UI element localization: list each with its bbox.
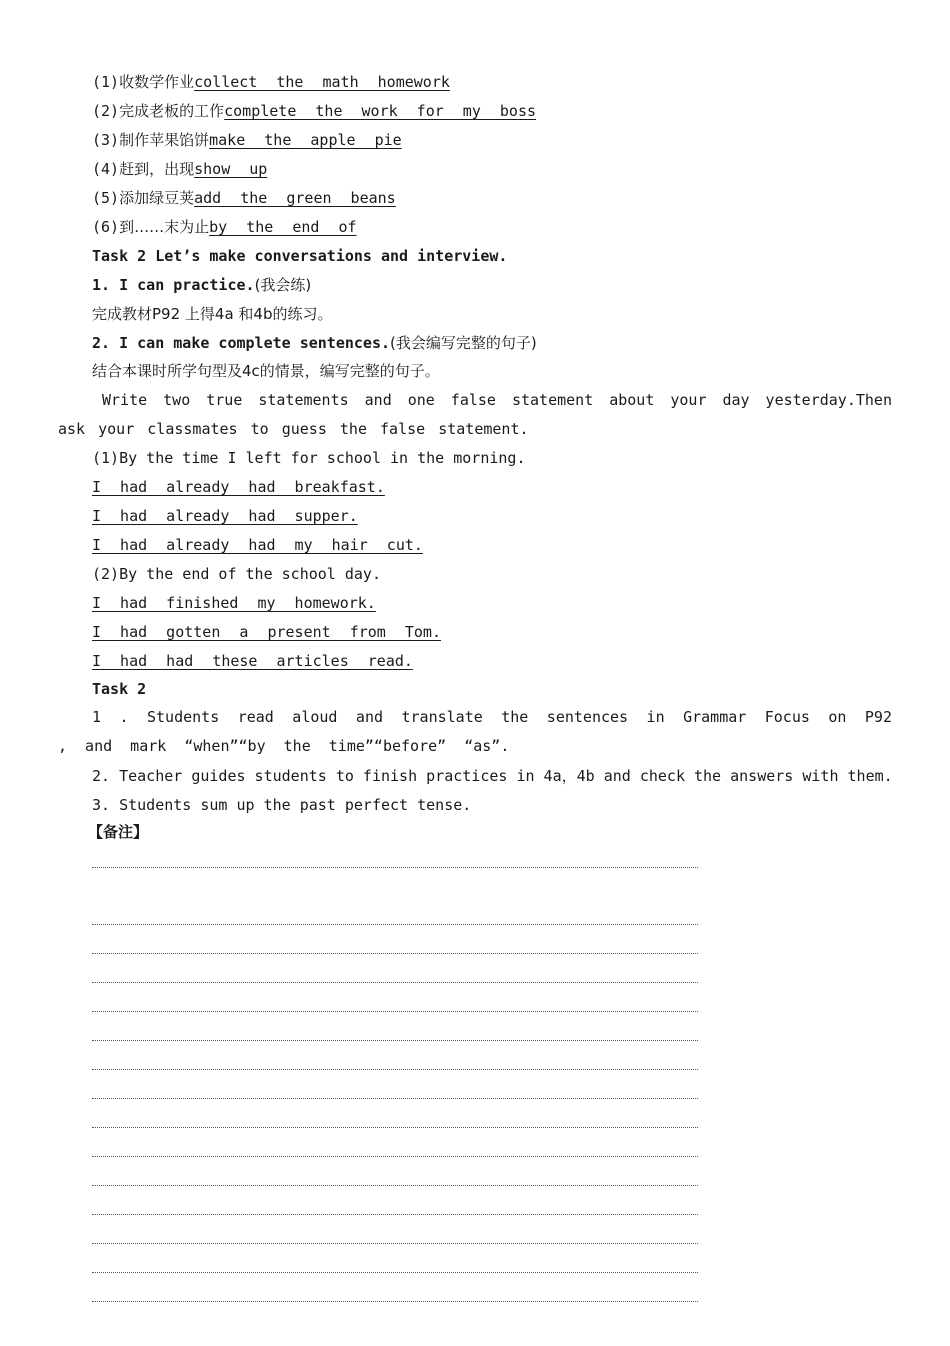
step-line: 3. Students sum up the past perfect tense. [92,796,472,814]
vocab-number: (3) [92,131,120,149]
task-item-title [92,275,311,295]
notes-writing-area[interactable] [92,867,698,1302]
vocab-chinese: 赶到，出现 [119,160,195,178]
vocab-chinese: 到……末为止 [119,218,210,236]
note-rule [92,1244,698,1273]
note-rule [92,1273,698,1302]
instruction-paragraph [58,386,892,444]
task-heading: Task 2 [92,680,147,698]
task-item-title [92,333,537,353]
answer-line: I had already had my hair cut. [92,536,423,554]
answer-line: I had already had breakfast. [92,478,385,496]
note-rule [92,896,698,925]
vocab-english: by the end of [209,218,357,236]
vocab-number: (6) [92,218,120,236]
note-rule [92,925,698,954]
vocab-item [92,159,267,179]
notes-label: 【备注】 [88,823,149,841]
answer-line: I had had these articles read. [92,652,413,670]
prompt: (1)By the time I left for school in the morning. [92,449,526,467]
answer-line: I had finished my homework. [92,594,376,612]
item-title: 2. I can make complete sentences. [92,334,391,352]
vocab-chinese: 制作苹果馅饼 [119,131,210,149]
vocab-item [92,72,450,92]
vocab-english: collect the math homework [194,73,450,91]
item-note: (我会编写完整的句子) [390,334,537,352]
note-rule [92,867,698,868]
note-rule [92,954,698,983]
note-rule [92,1012,698,1041]
note-rule [92,1128,698,1157]
vocab-item [92,101,536,121]
step-line: 2. Teacher guides students to finish practices in 4a，4b and check the answers with them. [92,767,893,785]
prompt: (2)By the end of the school day. [92,565,381,583]
vocab-number: (5) [92,189,120,207]
vocab-english: add the green beans [194,189,396,207]
vocab-english: make the apple pie [209,131,402,149]
note-rule [92,1070,698,1099]
vocab-number: (2) [92,102,120,120]
vocab-chinese: 添加绿豆荚 [119,189,195,207]
note-rule [92,1186,698,1215]
note-rule [92,1157,698,1186]
vocab-number: (4) [92,160,120,178]
note-rule [92,1215,698,1244]
vocab-english: show up [194,160,268,178]
step-paragraph [58,703,892,761]
vocab-item [92,217,357,237]
answer-line: I had already had supper. [92,507,358,525]
vocab-english: complete the work for my boss [224,102,537,120]
task-item-text: 完成教材P92 上得4a 和4b的练习。 [92,305,333,323]
answer-line: I had gotten a present from Tom. [92,623,441,641]
vocab-number: (1) [92,73,120,91]
vocab-item [92,188,396,208]
task-heading: Task 2 Let’s make conversations and interview. [92,247,508,265]
item-note: (我会练) [254,276,312,294]
instruction-text: Write two true statements and one false statement about your day yesterday.Then ask your classmates to guess the false statement. [58,391,892,438]
note-rule [92,983,698,1012]
vocab-chinese: 完成老板的工作 [119,102,225,120]
step-text: 1 . Students read aloud and translate the sentences in Grammar Focus on P92 , and mark “when”“by the time”“before” “as”. [58,708,892,755]
vocab-chinese: 收数学作业 [119,73,195,91]
task-item-text: 结合本课时所学句型及4c的情景，编写完整的句子。 [92,362,440,380]
item-title: 1. I can practice. [92,276,255,294]
note-rule [92,1099,698,1128]
vocab-item [92,130,402,150]
note-rule [92,1041,698,1070]
